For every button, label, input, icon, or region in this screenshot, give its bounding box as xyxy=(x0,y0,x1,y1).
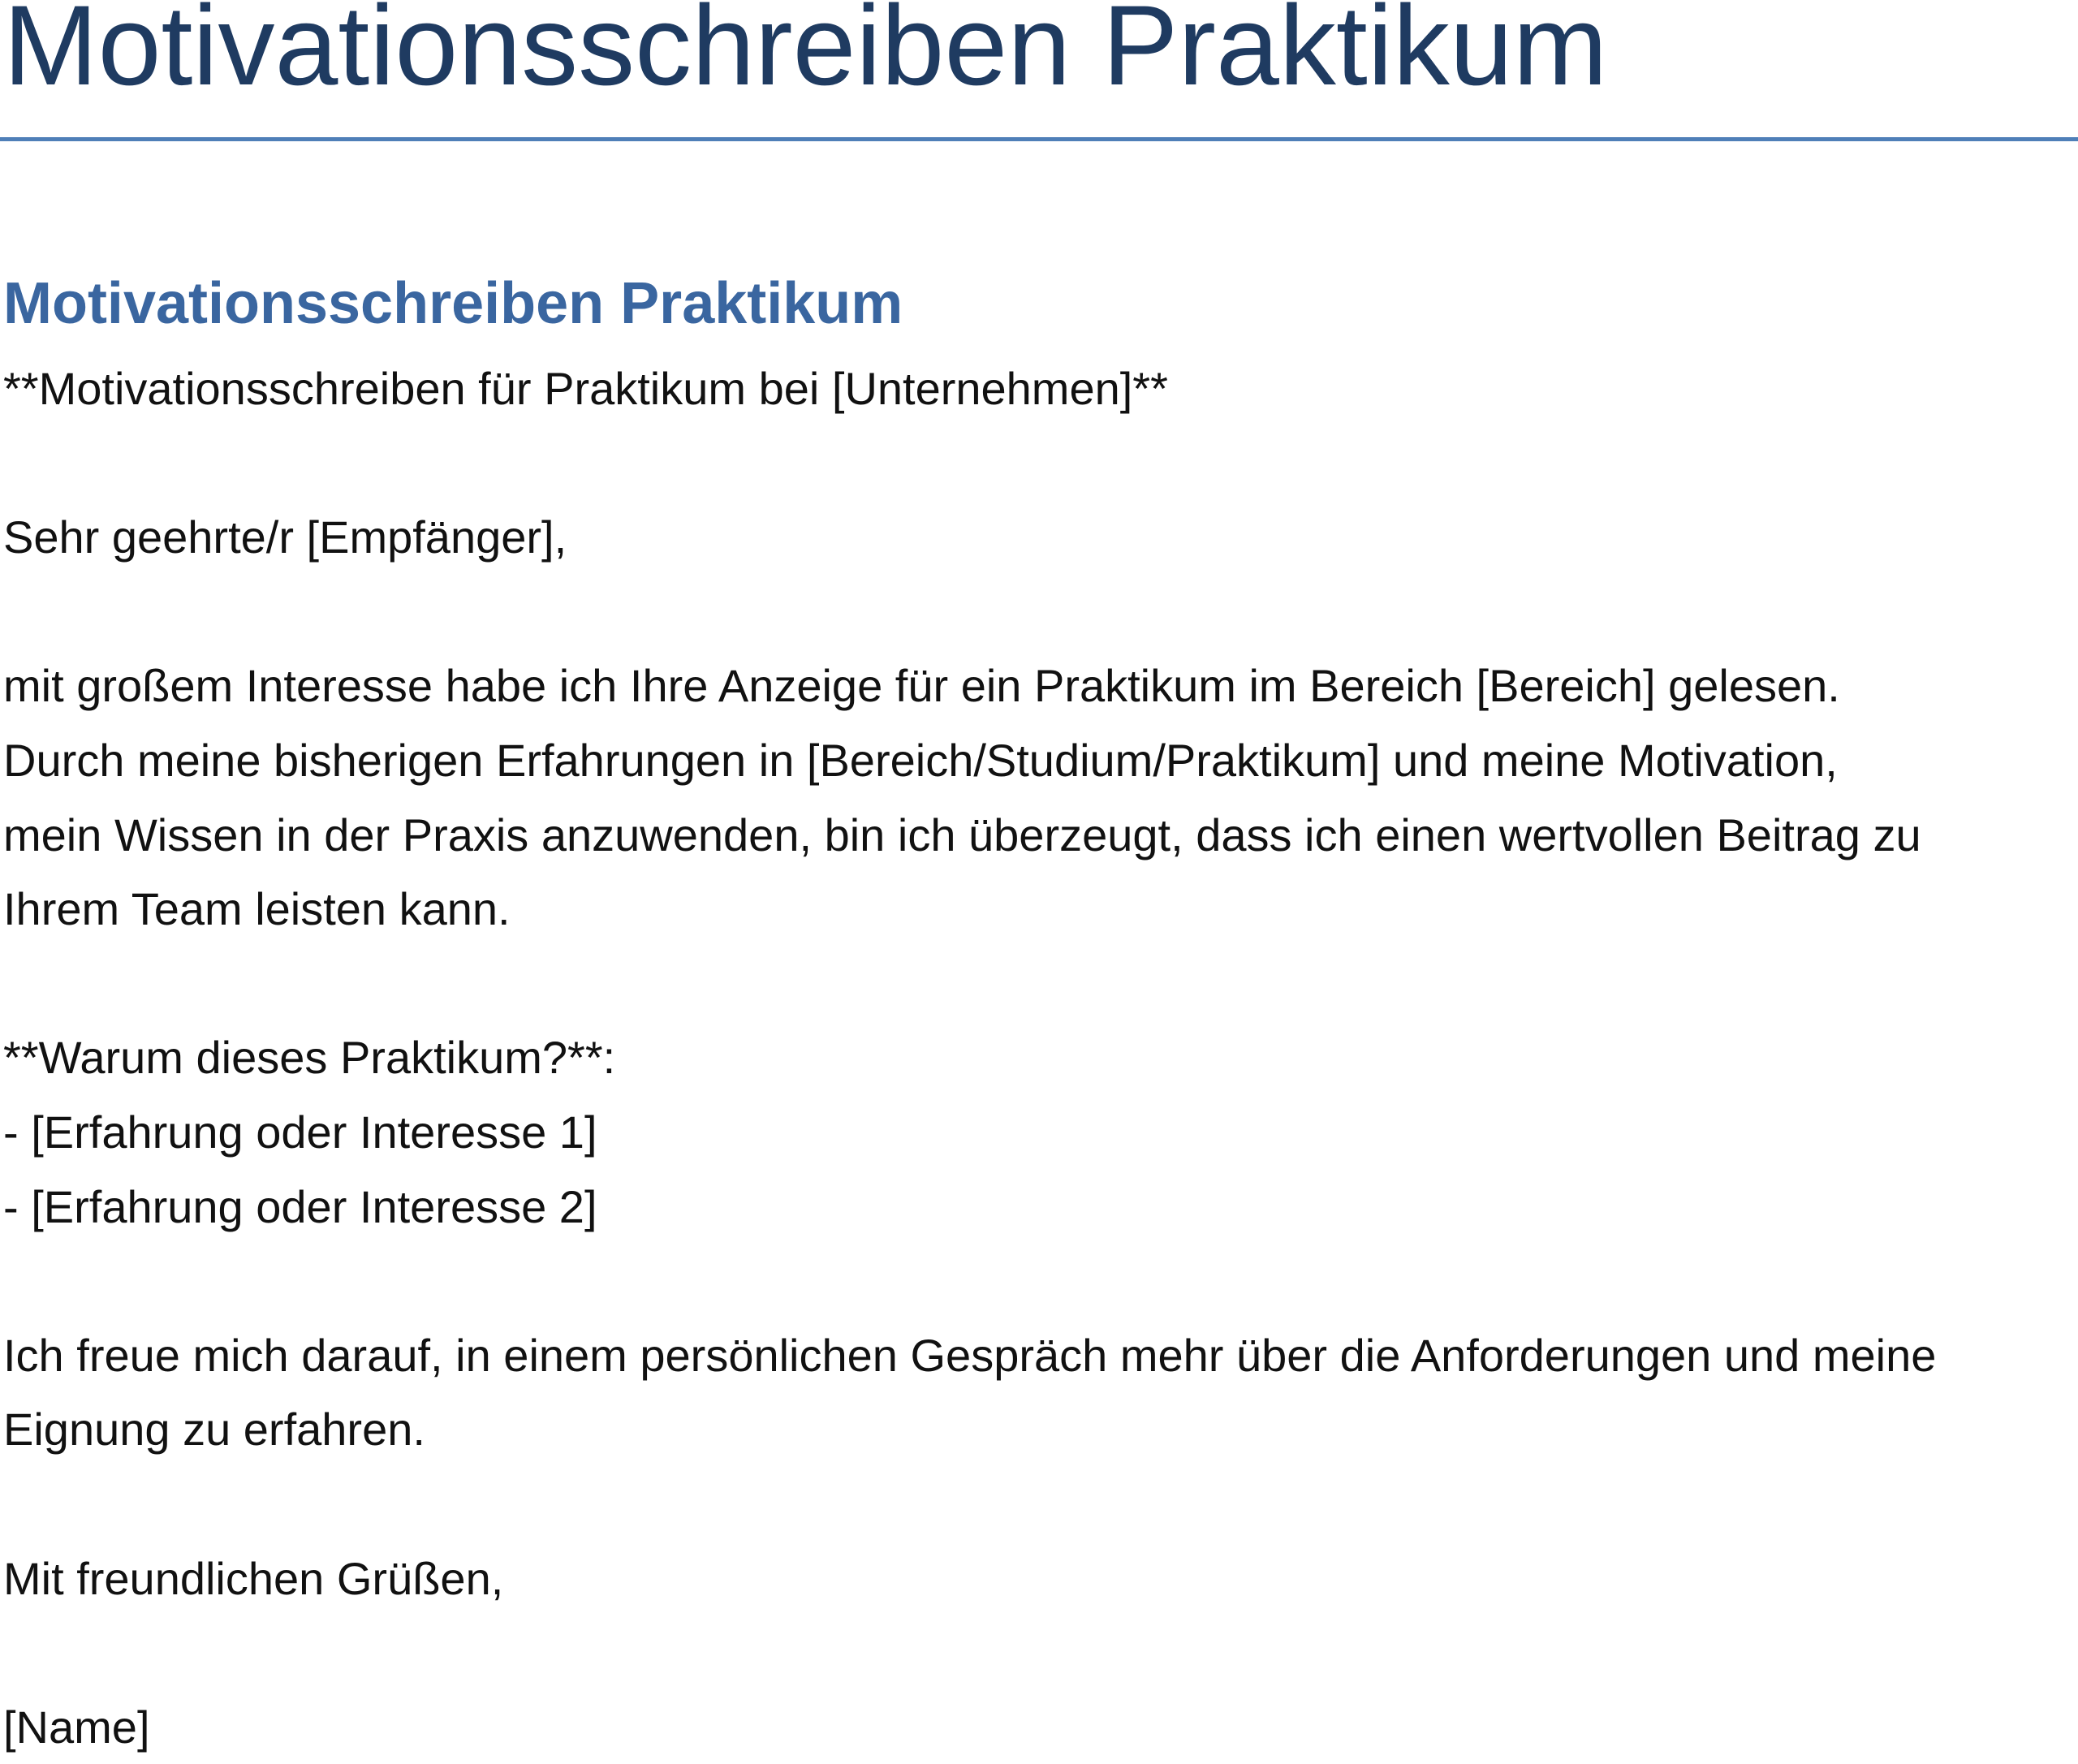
closing-paragraph-line: Eignung zu erfahren. xyxy=(3,1404,425,1456)
section-heading: Motivationsschreiben Praktikum xyxy=(3,271,903,336)
intro-paragraph-line: Durch meine bisherigen Erfahrungen in [Bereich/Studium/Praktikum] und meine Motivation, xyxy=(3,734,1838,786)
intro-paragraph-line: mein Wissen in der Praxis anzuwenden, bin ich überzeugt, dass ich einen wertvollen Beitrag zu xyxy=(3,809,1921,860)
letter-body xyxy=(3,352,2078,1764)
blank-line xyxy=(3,426,2078,501)
blank-line xyxy=(3,1467,2078,1542)
signature-name-line: [Name] xyxy=(3,1701,150,1753)
blank-line xyxy=(3,1615,2078,1690)
salutation-line: Sehr geehrte/r [Empfänger], xyxy=(3,511,567,563)
blank-line xyxy=(3,575,2078,649)
subject-line: **Motivationsschreiben für Praktikum bei [Unternehmen]** xyxy=(3,363,1168,414)
why-heading-line: **Warum dieses Praktikum?**: xyxy=(3,1032,616,1084)
blank-line xyxy=(3,1244,2078,1318)
blank-line xyxy=(3,947,2078,1021)
title-underline-divider xyxy=(0,137,2078,141)
intro-paragraph-line: mit großem Interesse habe ich Ihre Anzeige für ein Praktikum im Bereich [Bereich] gelesen. xyxy=(3,660,1840,712)
regards-line: Mit freundlichen Grüßen, xyxy=(3,1552,504,1604)
intro-paragraph-line: Ihrem Team leisten kann. xyxy=(3,883,511,935)
document-title: Motivationsschreiben Praktikum xyxy=(3,0,1608,109)
why-list-item: - [Erfahrung oder Interesse 2] xyxy=(3,1180,597,1232)
why-list-item: - [Erfahrung oder Interesse 1] xyxy=(3,1106,597,1158)
closing-paragraph-line: Ich freue mich darauf, in einem persönlichen Gespräch mehr über die Anforderungen und meine xyxy=(3,1329,1937,1381)
